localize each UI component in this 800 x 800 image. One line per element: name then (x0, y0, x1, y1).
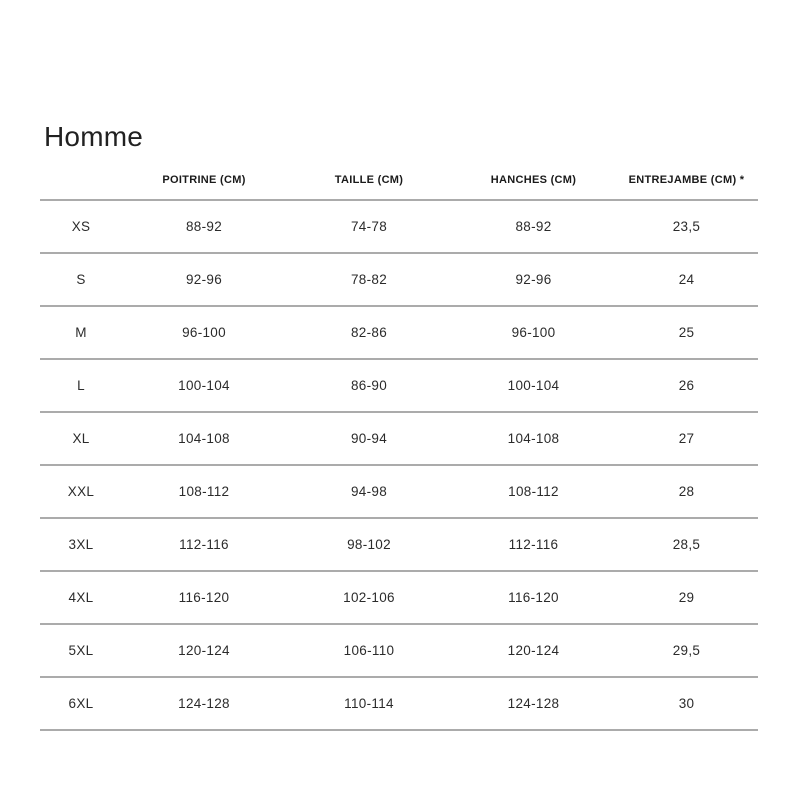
size-label-cell: 5XL (40, 624, 122, 677)
measurement-value-cell: 112-116 (122, 518, 286, 571)
measurement-value-cell: 124-128 (452, 677, 615, 730)
measurement-value-cell: 96-100 (122, 306, 286, 359)
measurement-value-cell: 25 (615, 306, 758, 359)
measurement-value-cell: 29,5 (615, 624, 758, 677)
table-row (40, 465, 758, 518)
size-label-cell: 3XL (40, 518, 122, 571)
measurement-value-cell: 29 (615, 571, 758, 624)
measurement-value-cell: 92-96 (122, 253, 286, 306)
size-column-header (40, 140, 122, 200)
table-row (40, 571, 758, 624)
measurement-value-cell: 120-124 (122, 624, 286, 677)
measurement-value-cell: 82-86 (286, 306, 452, 359)
table-row (40, 624, 758, 677)
table-row (40, 359, 758, 412)
measurement-value-cell: 120-124 (452, 624, 615, 677)
measurement-value-cell: 28 (615, 465, 758, 518)
measurement-value-cell: 108-112 (452, 465, 615, 518)
measurement-value-cell: 74-78 (286, 200, 452, 253)
size-label-cell: XL (40, 412, 122, 465)
measurement-value-cell: 26 (615, 359, 758, 412)
table-row (40, 518, 758, 571)
measurement-value-cell: 86-90 (286, 359, 452, 412)
measurement-column-header: ENTREJAMBE (CM) * (615, 140, 758, 200)
table-row (40, 253, 758, 306)
measurement-value-cell: 110-114 (286, 677, 452, 730)
measurement-value-cell: 94-98 (286, 465, 452, 518)
table-row (40, 306, 758, 359)
size-label-cell: 4XL (40, 571, 122, 624)
measurement-value-cell: 96-100 (452, 306, 615, 359)
measurement-value-cell: 30 (615, 677, 758, 730)
table-header (40, 140, 758, 200)
measurement-value-cell: 88-92 (122, 200, 286, 253)
measurement-column-header: TAILLE (CM) (286, 140, 452, 200)
size-label-cell: XS (40, 200, 122, 253)
header-row (40, 140, 758, 200)
measurement-value-cell: 24 (615, 253, 758, 306)
measurement-column-header: POITRINE (CM) (122, 140, 286, 200)
measurement-value-cell: 88-92 (452, 200, 615, 253)
measurement-column-header: HANCHES (CM) (452, 140, 615, 200)
size-label-cell: S (40, 253, 122, 306)
measurement-value-cell: 104-108 (452, 412, 615, 465)
measurement-value-cell: 100-104 (122, 359, 286, 412)
measurement-value-cell: 27 (615, 412, 758, 465)
measurement-value-cell: 98-102 (286, 518, 452, 571)
measurement-value-cell: 90-94 (286, 412, 452, 465)
size-chart-table (40, 140, 758, 731)
measurement-value-cell: 116-120 (452, 571, 615, 624)
measurement-value-cell: 78-82 (286, 253, 452, 306)
size-label-cell: 6XL (40, 677, 122, 730)
measurement-value-cell: 106-110 (286, 624, 452, 677)
measurement-value-cell: 23,5 (615, 200, 758, 253)
measurement-value-cell: 124-128 (122, 677, 286, 730)
size-label-cell: L (40, 359, 122, 412)
measurement-value-cell: 92-96 (452, 253, 615, 306)
measurement-value-cell: 100-104 (452, 359, 615, 412)
table-row (40, 200, 758, 253)
table-row (40, 412, 758, 465)
measurement-value-cell: 108-112 (122, 465, 286, 518)
measurement-value-cell: 116-120 (122, 571, 286, 624)
size-label-cell: XXL (40, 465, 122, 518)
measurement-value-cell: 104-108 (122, 412, 286, 465)
size-label-cell: M (40, 306, 122, 359)
measurement-value-cell: 102-106 (286, 571, 452, 624)
measurement-value-cell: 28,5 (615, 518, 758, 571)
table-body (40, 200, 758, 730)
measurement-value-cell: 112-116 (452, 518, 615, 571)
table-row (40, 677, 758, 730)
section-title: Homme (44, 121, 144, 152)
